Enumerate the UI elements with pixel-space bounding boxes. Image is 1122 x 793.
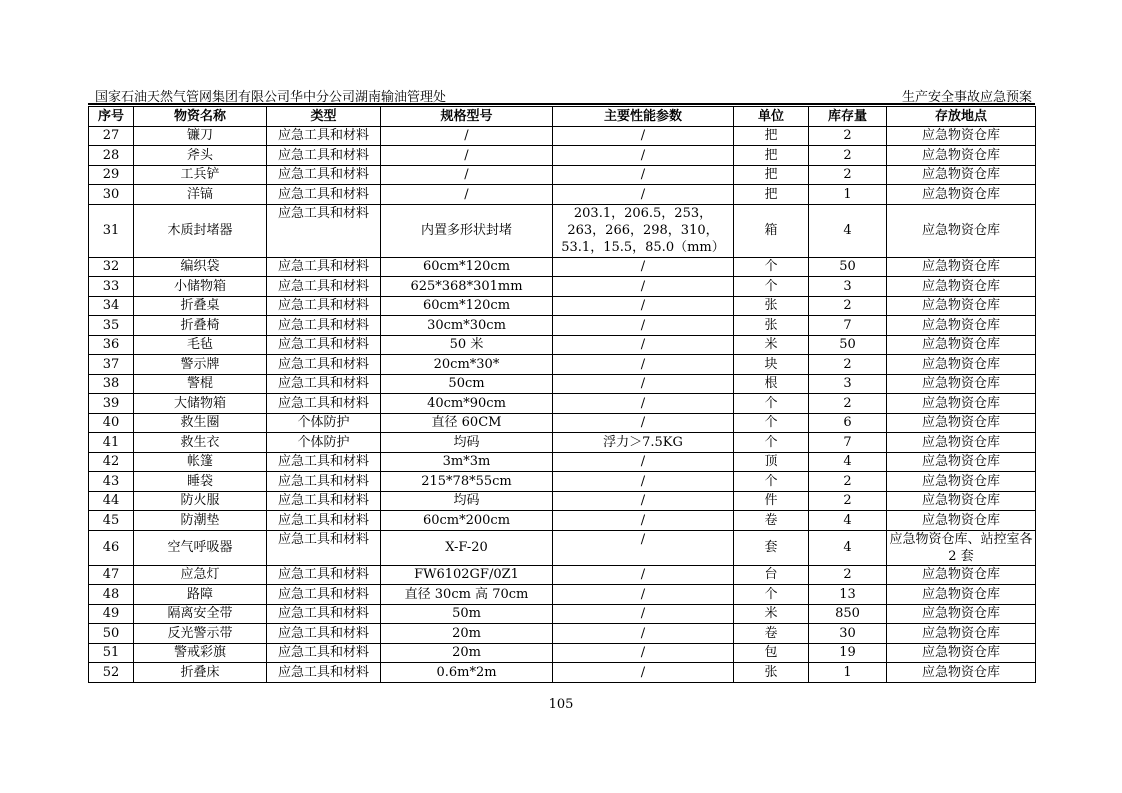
cell-params: 浮力＞7.5KG	[553, 433, 734, 453]
cell-type: 应急工具和材料	[267, 277, 381, 297]
cell-spec: 60cm*120cm	[381, 296, 553, 316]
cell-unit: 把	[734, 185, 809, 205]
cell-stock: 2	[809, 126, 887, 146]
table-row	[89, 204, 1036, 257]
cell-unit: 张	[734, 296, 809, 316]
cell-spec: 均码	[381, 433, 553, 453]
cell-location: 应急物资仓库、站控室各 2 套	[887, 530, 1036, 565]
cell-spec: /	[381, 165, 553, 185]
cell-spec: X-F-20	[381, 530, 553, 565]
cell-stock: 2	[809, 355, 887, 375]
table-row	[89, 257, 1036, 277]
cell-stock: 4	[809, 530, 887, 565]
table-row	[89, 413, 1036, 433]
cell-index: 44	[89, 491, 134, 511]
table-row	[89, 185, 1036, 205]
cell-params: /	[553, 316, 734, 336]
cell-stock: 2	[809, 491, 887, 511]
cell-name: 帐篷	[134, 452, 267, 472]
cell-type: 应急工具和材料	[267, 585, 381, 605]
cell-location: 应急物资仓库	[887, 296, 1036, 316]
cell-location: 应急物资仓库	[887, 335, 1036, 355]
cell-stock: 4	[809, 452, 887, 472]
cell-stock: 50	[809, 257, 887, 277]
cell-stock: 4	[809, 204, 887, 257]
cell-name: 反光警示带	[134, 624, 267, 644]
cell-stock: 1	[809, 663, 887, 683]
cell-index: 27	[89, 126, 134, 146]
cell-params: /	[553, 394, 734, 414]
cell-location: 应急物资仓库	[887, 643, 1036, 663]
cell-unit: 米	[734, 335, 809, 355]
cell-name: 路障	[134, 585, 267, 605]
cell-params: /	[553, 643, 734, 663]
cell-type: 应急工具和材料	[267, 491, 381, 511]
cell-type: 应急工具和材料	[267, 472, 381, 492]
cell-type: 应急工具和材料	[267, 316, 381, 336]
cell-stock: 6	[809, 413, 887, 433]
cell-spec: 内置多形状封堵	[381, 204, 553, 257]
cell-name: 睡袋	[134, 472, 267, 492]
cell-spec: 30cm*30cm	[381, 316, 553, 336]
cell-index: 31	[89, 204, 134, 257]
cell-unit: 块	[734, 355, 809, 375]
cell-params: /	[553, 257, 734, 277]
cell-unit: 卷	[734, 624, 809, 644]
cell-location: 应急物资仓库	[887, 565, 1036, 585]
cell-name: 工兵铲	[134, 165, 267, 185]
cell-params: /	[553, 472, 734, 492]
cell-index: 47	[89, 565, 134, 585]
cell-spec: 50cm	[381, 374, 553, 394]
cell-stock: 13	[809, 585, 887, 605]
cell-stock: 50	[809, 335, 887, 355]
table-row	[89, 624, 1036, 644]
col-header-spec: 规格型号	[381, 107, 553, 127]
cell-name: 编织袋	[134, 257, 267, 277]
cell-index: 36	[89, 335, 134, 355]
cell-index: 32	[89, 257, 134, 277]
cell-stock: 7	[809, 433, 887, 453]
cell-unit: 根	[734, 374, 809, 394]
cell-unit: 套	[734, 530, 809, 565]
cell-stock: 4	[809, 511, 887, 531]
cell-spec: 60cm*120cm	[381, 257, 553, 277]
cell-type: 应急工具和材料	[267, 530, 381, 565]
cell-spec: 215*78*55cm	[381, 472, 553, 492]
cell-params: /	[553, 277, 734, 297]
cell-unit: 个	[734, 413, 809, 433]
cell-index: 40	[89, 413, 134, 433]
cell-params: /	[553, 530, 734, 565]
table-row	[89, 277, 1036, 297]
cell-stock: 7	[809, 316, 887, 336]
cell-name: 毛毡	[134, 335, 267, 355]
cell-index: 42	[89, 452, 134, 472]
cell-spec: 50m	[381, 604, 553, 624]
cell-type: 应急工具和材料	[267, 565, 381, 585]
col-header-name: 物资名称	[134, 107, 267, 127]
cell-name: 大储物箱	[134, 394, 267, 414]
col-header-unit: 单位	[734, 107, 809, 127]
cell-name: 警示牌	[134, 355, 267, 375]
cell-type: 应急工具和材料	[267, 126, 381, 146]
table-row	[89, 491, 1036, 511]
cell-name: 警戒彩旗	[134, 643, 267, 663]
cell-location: 应急物资仓库	[887, 257, 1036, 277]
cell-location: 应急物资仓库	[887, 126, 1036, 146]
cell-params: /	[553, 491, 734, 511]
cell-stock: 2	[809, 472, 887, 492]
cell-params: 203.1，206.5，253，263，266，298，310，53.1，15.5，85.0（mm）	[553, 204, 734, 257]
cell-name: 应急灯	[134, 565, 267, 585]
cell-params: /	[553, 165, 734, 185]
cell-index: 28	[89, 146, 134, 166]
cell-unit: 个	[734, 394, 809, 414]
cell-unit: 张	[734, 663, 809, 683]
cell-index: 30	[89, 185, 134, 205]
cell-spec: FW6102GF/0Z1	[381, 565, 553, 585]
cell-params: /	[553, 296, 734, 316]
cell-spec: 0.6m*2m	[381, 663, 553, 683]
cell-name: 折叠床	[134, 663, 267, 683]
cell-index: 52	[89, 663, 134, 683]
cell-unit: 顶	[734, 452, 809, 472]
table-row	[89, 355, 1036, 375]
cell-name: 救生圈	[134, 413, 267, 433]
cell-name: 镰刀	[134, 126, 267, 146]
cell-spec: 均码	[381, 491, 553, 511]
cell-name: 救生衣	[134, 433, 267, 453]
cell-location: 应急物资仓库	[887, 204, 1036, 257]
header-rule	[88, 103, 1035, 105]
table-row	[89, 585, 1036, 605]
table-row	[89, 530, 1036, 565]
cell-type: 应急工具和材料	[267, 257, 381, 277]
cell-params: /	[553, 355, 734, 375]
cell-name: 折叠桌	[134, 296, 267, 316]
cell-unit: 包	[734, 643, 809, 663]
table-row	[89, 452, 1036, 472]
cell-unit: 把	[734, 126, 809, 146]
table-row	[89, 604, 1036, 624]
cell-index: 49	[89, 604, 134, 624]
cell-spec: 60cm*200cm	[381, 511, 553, 531]
cell-location: 应急物资仓库	[887, 604, 1036, 624]
cell-index: 43	[89, 472, 134, 492]
table-header-row	[89, 107, 1036, 127]
table-row	[89, 394, 1036, 414]
col-header-index: 序号	[89, 107, 134, 127]
cell-params: /	[553, 624, 734, 644]
cell-type: 应急工具和材料	[267, 643, 381, 663]
cell-spec: /	[381, 146, 553, 166]
table-row	[89, 126, 1036, 146]
page-number: 105	[548, 697, 574, 712]
cell-params: /	[553, 413, 734, 433]
cell-index: 37	[89, 355, 134, 375]
cell-stock: 1	[809, 185, 887, 205]
cell-location: 应急物资仓库	[887, 413, 1036, 433]
cell-location: 应急物资仓库	[887, 624, 1036, 644]
cell-index: 35	[89, 316, 134, 336]
cell-name: 斧头	[134, 146, 267, 166]
table-row	[89, 472, 1036, 492]
cell-index: 29	[89, 165, 134, 185]
table-row	[89, 433, 1036, 453]
cell-params: /	[553, 511, 734, 531]
table-row	[89, 565, 1036, 585]
cell-type: 应急工具和材料	[267, 296, 381, 316]
cell-location: 应急物资仓库	[887, 663, 1036, 683]
table-row	[89, 663, 1036, 683]
cell-index: 38	[89, 374, 134, 394]
cell-index: 51	[89, 643, 134, 663]
cell-spec: 3m*3m	[381, 452, 553, 472]
cell-location: 应急物资仓库	[887, 316, 1036, 336]
cell-stock: 2	[809, 165, 887, 185]
materials-table	[88, 106, 1036, 683]
cell-type: 应急工具和材料	[267, 165, 381, 185]
cell-location: 应急物资仓库	[887, 511, 1036, 531]
table-row	[89, 374, 1036, 394]
cell-unit: 把	[734, 146, 809, 166]
cell-params: /	[553, 452, 734, 472]
cell-location: 应急物资仓库	[887, 277, 1036, 297]
cell-index: 33	[89, 277, 134, 297]
cell-index: 46	[89, 530, 134, 565]
cell-spec: 40cm*90cm	[381, 394, 553, 414]
table-row	[89, 335, 1036, 355]
cell-location: 应急物资仓库	[887, 433, 1036, 453]
cell-params: /	[553, 663, 734, 683]
cell-unit: 张	[734, 316, 809, 336]
cell-stock: 2	[809, 394, 887, 414]
cell-name: 空气呼吸器	[134, 530, 267, 565]
cell-type: 应急工具和材料	[267, 204, 381, 257]
cell-type: 个体防护	[267, 413, 381, 433]
cell-location: 应急物资仓库	[887, 374, 1036, 394]
cell-stock: 2	[809, 146, 887, 166]
cell-location: 应急物资仓库	[887, 452, 1036, 472]
cell-name: 警棍	[134, 374, 267, 394]
cell-spec: /	[381, 185, 553, 205]
cell-params: /	[553, 604, 734, 624]
cell-location: 应急物资仓库	[887, 472, 1036, 492]
cell-unit: 卷	[734, 511, 809, 531]
cell-spec: 直径 30cm 高 70cm	[381, 585, 553, 605]
cell-spec: 50 米	[381, 335, 553, 355]
cell-type: 应急工具和材料	[267, 394, 381, 414]
cell-unit: 箱	[734, 204, 809, 257]
cell-stock: 850	[809, 604, 887, 624]
cell-type: 个体防护	[267, 433, 381, 453]
cell-unit: 件	[734, 491, 809, 511]
cell-index: 41	[89, 433, 134, 453]
cell-stock: 30	[809, 624, 887, 644]
cell-type: 应急工具和材料	[267, 663, 381, 683]
table-row	[89, 643, 1036, 663]
cell-location: 应急物资仓库	[887, 146, 1036, 166]
col-header-params: 主要性能参数	[553, 107, 734, 127]
cell-name: 折叠椅	[134, 316, 267, 336]
cell-location: 应急物资仓库	[887, 491, 1036, 511]
cell-stock: 2	[809, 296, 887, 316]
col-header-location: 存放地点	[887, 107, 1036, 127]
table-row	[89, 296, 1036, 316]
cell-location: 应急物资仓库	[887, 185, 1036, 205]
cell-type: 应急工具和材料	[267, 624, 381, 644]
cell-params: /	[553, 374, 734, 394]
cell-location: 应急物资仓库	[887, 165, 1036, 185]
cell-unit: 把	[734, 165, 809, 185]
cell-spec: 625*368*301mm	[381, 277, 553, 297]
col-header-type: 类型	[267, 107, 381, 127]
cell-location: 应急物资仓库	[887, 585, 1036, 605]
cell-params: /	[553, 565, 734, 585]
cell-location: 应急物资仓库	[887, 355, 1036, 375]
header-document-title: 生产安全事故应急预案	[901, 90, 1032, 105]
cell-index: 45	[89, 511, 134, 531]
cell-index: 34	[89, 296, 134, 316]
cell-location: 应急物资仓库	[887, 394, 1036, 414]
cell-stock: 3	[809, 374, 887, 394]
cell-stock: 19	[809, 643, 887, 663]
cell-name: 防潮垫	[134, 511, 267, 531]
col-header-stock: 库存量	[809, 107, 887, 127]
cell-params: /	[553, 146, 734, 166]
cell-name: 洋镐	[134, 185, 267, 205]
cell-unit: 个	[734, 585, 809, 605]
cell-index: 48	[89, 585, 134, 605]
cell-params: /	[553, 585, 734, 605]
cell-name: 小储物箱	[134, 277, 267, 297]
table-row	[89, 511, 1036, 531]
cell-spec: 直径 60CM	[381, 413, 553, 433]
cell-spec: /	[381, 126, 553, 146]
cell-unit: 个	[734, 257, 809, 277]
cell-name: 隔离安全带	[134, 604, 267, 624]
cell-type: 应急工具和材料	[267, 355, 381, 375]
cell-spec: 20m	[381, 624, 553, 644]
cell-unit: 米	[734, 604, 809, 624]
cell-params: /	[553, 335, 734, 355]
cell-index: 50	[89, 624, 134, 644]
cell-unit: 台	[734, 565, 809, 585]
table-row	[89, 146, 1036, 166]
cell-params: /	[553, 126, 734, 146]
cell-name: 木质封堵器	[134, 204, 267, 257]
cell-params: /	[553, 185, 734, 205]
cell-unit: 个	[734, 277, 809, 297]
cell-type: 应急工具和材料	[267, 146, 381, 166]
cell-unit: 个	[734, 433, 809, 453]
cell-spec: 20m	[381, 643, 553, 663]
header-organization: 国家石油天然气管网集团有限公司华中分公司湖南输油管理处	[95, 90, 447, 105]
cell-spec: 20cm*30*	[381, 355, 553, 375]
cell-index: 39	[89, 394, 134, 414]
cell-name: 防火服	[134, 491, 267, 511]
cell-type: 应急工具和材料	[267, 511, 381, 531]
cell-stock: 3	[809, 277, 887, 297]
cell-unit: 个	[734, 472, 809, 492]
cell-type: 应急工具和材料	[267, 185, 381, 205]
cell-stock: 2	[809, 565, 887, 585]
table-row	[89, 165, 1036, 185]
cell-type: 应急工具和材料	[267, 374, 381, 394]
table-row	[89, 316, 1036, 336]
cell-type: 应急工具和材料	[267, 604, 381, 624]
cell-type: 应急工具和材料	[267, 335, 381, 355]
cell-type: 应急工具和材料	[267, 452, 381, 472]
